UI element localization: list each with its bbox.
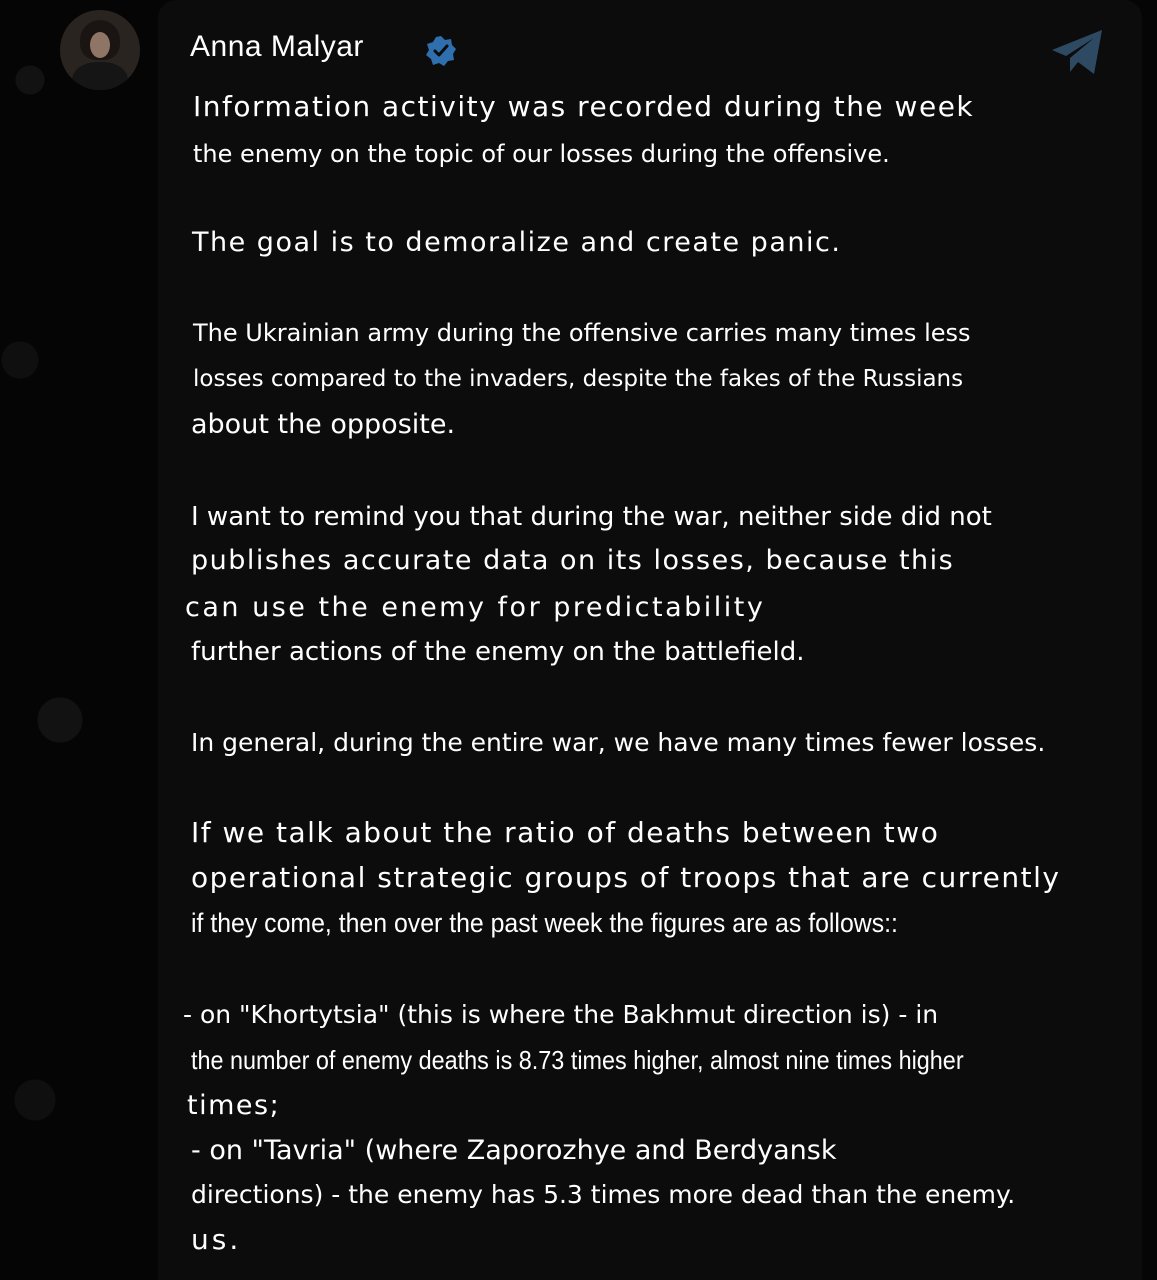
message-line-8: publishes accurate data on its losses, because this: [191, 545, 955, 576]
message-line-20: us.: [191, 1223, 242, 1256]
message-line-18: - on "Tavria" (where Zaporozhye and Berdyansk: [191, 1135, 837, 1166]
message-line-13: operational strategic groups of troops that are currently: [191, 861, 1061, 894]
message-line-19: directions) - the enemy has 5.3 times more dead than the enemy.: [191, 1180, 1016, 1209]
message-line-3: The goal is to demoralize and create panic.: [192, 227, 842, 258]
telegram-plane-icon[interactable]: [1050, 28, 1106, 76]
sender-name[interactable]: Anna Malyar: [190, 30, 364, 63]
message-line-16: the number of enemy deaths is 8.73 times higher, almost nine times higher: [191, 1045, 964, 1075]
message-line-7: I want to remind you that during the war, neither side did not: [191, 502, 992, 532]
message-line-1: Information activity was recorded during the week: [193, 90, 975, 123]
message-line-15: - on "Khortytsia" (this is where the Bakhmut direction is) - in: [183, 1000, 939, 1029]
avatar[interactable]: [60, 10, 140, 90]
avatar-face: [90, 32, 110, 58]
avatar-body: [72, 62, 128, 90]
message-line-4: The Ukrainian army during the offensive carries many times less: [193, 319, 971, 347]
message-line-11: In general, during the entire war, we have many times fewer losses.: [191, 728, 1046, 757]
message-line-10: further actions of the enemy on the battlefield.: [191, 637, 805, 667]
message-line-2: the enemy on the topic of our losses during the offensive.: [193, 140, 890, 168]
message-line-12: If we talk about the ratio of deaths between two: [191, 816, 940, 849]
message-line-6: about the opposite.: [191, 409, 456, 440]
message-line-17: times;: [187, 1090, 281, 1121]
verified-badge-icon: [424, 34, 458, 68]
message-line-5: losses compared to the invaders, despite the fakes of the Russians: [193, 366, 964, 392]
message-line-9: can use the enemy for predictability: [185, 592, 766, 623]
message-line-14: if they come, then over the past week the figures are as follows::: [191, 908, 898, 938]
